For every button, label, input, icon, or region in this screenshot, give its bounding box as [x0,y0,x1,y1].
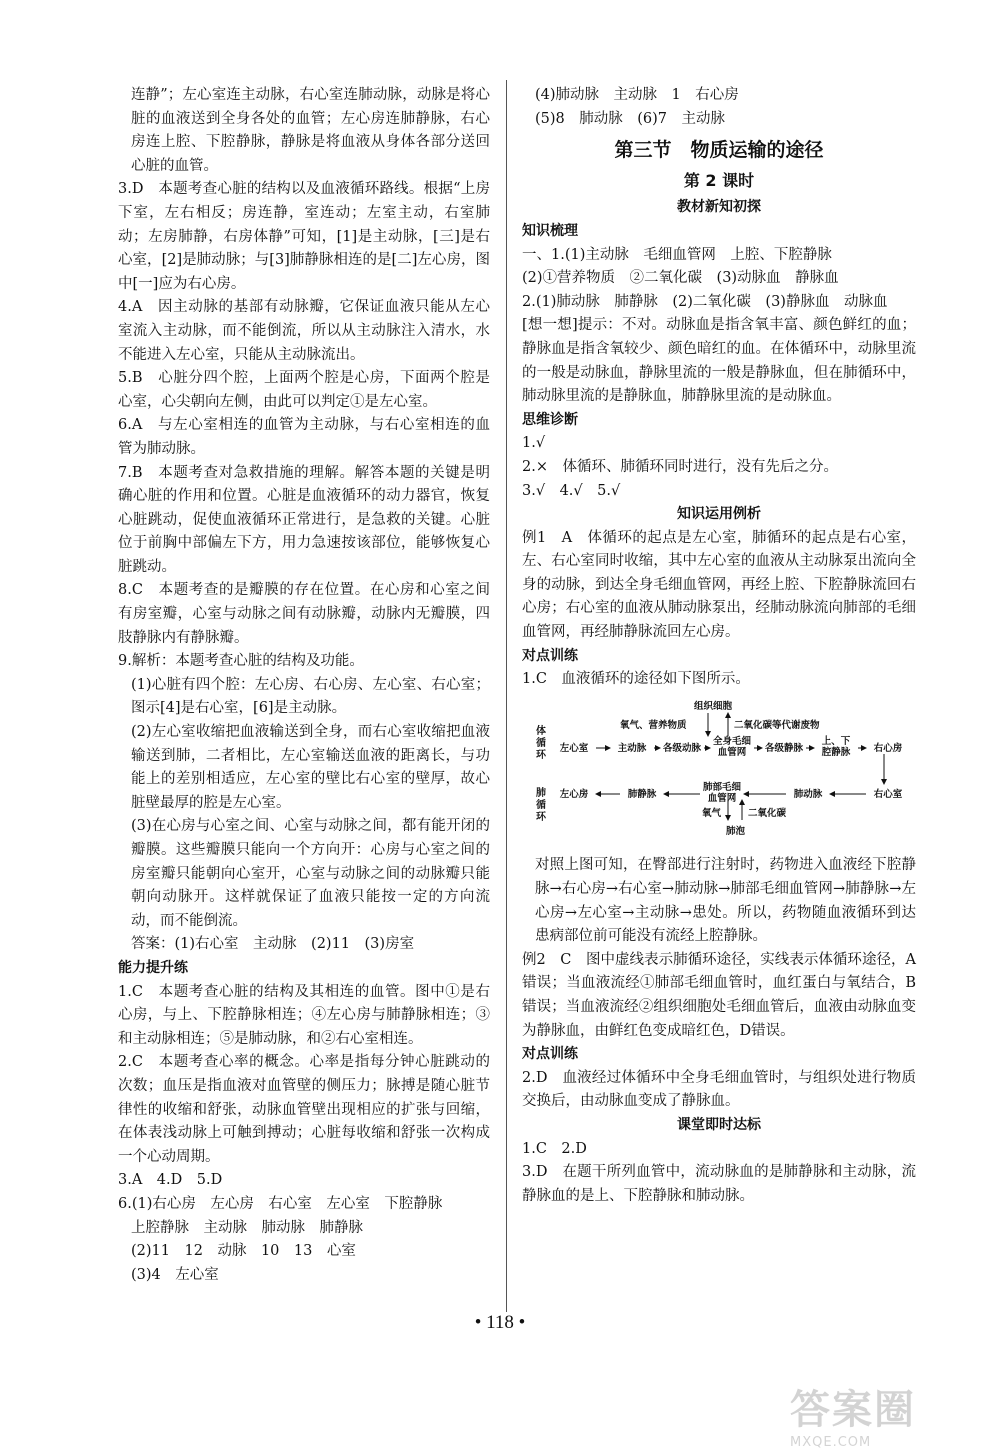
right-mid-paragraph: 一、1.(1)主动脉 毛细血管网 上腔、下腔静脉 [522,246,832,263]
tissue-cells-label: 组织细胞 [694,700,733,712]
right-bottom-paragraph: 对照上图可知，在臀部进行注射时，药物进入血液经下腔静脉→右心房→右心室→肺动脉→肺部毛细血管网→肺静脉→左心房→左心室→主动脉→患处。所以，药物随血液循环到达患病部位前可能没有流经上腔静脉。 [535,857,916,945]
pulmonary-node: 肺部毛细血管网 [702,781,742,804]
alveoli-label: 肺泡 [726,825,746,837]
left-column-paragraph: (1)心脏有四个腔：左心房、右心房、左心室、右心室；图示[4]是右心室，[6]是主动脉。 [131,676,490,717]
right-mid-paragraph: 1.√ [522,435,546,452]
left-column-paragraph: 5.B 心脏分四个腔，上面两个腔是心房，下面两个腔是心室，心尖朝向左侧，由此可以判定①是左心室。 [118,370,490,410]
pulmonary-node: 左心房 [559,788,589,800]
watermark-logo [790,1378,990,1450]
right-top-paragraph: (5)8 肺动脉 (6)7 主动脉 [535,110,726,127]
left-column-paragraph: (3)4 左心室 [131,1266,219,1283]
waste-label: 二氧化碳等代谢废物 [734,719,820,731]
section-title: 第三节 物质运输的途径 [614,139,824,162]
right-mid-paragraph: 知识梳理 [522,222,578,239]
pulmonary-node: 右心室 [873,788,903,800]
right-bottom-content [522,854,916,1208]
left-column-paragraph: 上腔静脉 主动脉 肺动脉 肺静脉 [131,1219,363,1236]
left-column-paragraph: 6.(1)右心房 左心房 右心室 左心室 下腔静脉 [118,1195,443,1212]
left-column [118,84,490,1287]
pulmonary-node: 肺动脉 [793,788,823,800]
right-mid-paragraph: 思维诊断 [522,411,578,428]
systemic-node: 全身毛细血管网 [712,735,752,758]
systemic-node: 各级静脉 [764,742,804,754]
right-mid-paragraph: 教材新知初探 [677,199,761,216]
right-bottom-paragraph: 对点训练 [522,1046,578,1063]
right-bottom-paragraph: 3.D 在题干所列血管中，流动脉血的是肺静脉和主动脉，流静脉血的是上、下腔静脉和肺动脉。 [522,1164,916,1204]
right-bottom-paragraph: 2.D 血液经过体循环中全身毛细血管时，与组织处进行物质交换后，由动脉血变成了静脉血。 [522,1069,916,1110]
systemic-node: 右心房 [873,742,903,754]
right-mid-paragraph: 知识运用例析 [677,506,761,523]
left-column-paragraph: (2)左心室收缩把血液输送到全身，而右心室收缩把血液输送到肺，二者相比，左心室输送血液的距离长，与功能上的差别相适应，左心室的壁比右心室的壁厚，故心脏壁最厚的腔是左心室。 [131,724,490,811]
right-column [522,84,916,1208]
lesson-title: 第 2 课时 [683,170,755,190]
right-mid-paragraph: 例1 A 体循环的起点是左心室，肺循环的起点是右心室，左、右心室同时收缩，其中左心室的血液从主动脉泵出流向全身的动脉，到达全身毛细血管网，再经上腔、下腔静脉流回右心房；右心室的血液从肺动脉泵出，经肺动脉流向肺部的毛细血管网，再经肺静脉流回左心房。 [522,529,916,641]
left-column-paragraph: 6.A 与左心室相连的血管为主动脉，与右心室相连的血管为肺动脉。 [118,417,490,457]
systemic-node: 主动脉 [617,742,647,754]
left-column-paragraph: 能力提升练 [118,959,188,976]
right-mid-content [522,196,916,691]
right-bottom-paragraph: 课堂即时达标 [677,1116,761,1133]
left-column-paragraph: 1.C 本题考查心脏的结构及其相连的血管。图中①是右心房，与上、下腔静脉相连；④左心房与肺静脉相连；③和主动脉相连；⑤是肺动脉，和②右心室相连。 [118,983,490,1047]
left-column-paragraph: 9.解析：本题考查心脏的结构及功能。 [118,653,364,670]
right-mid-paragraph: 3.√ 4.√ 5.√ [522,482,621,499]
pulmonary-circulation-label: 肺循环 [536,787,546,823]
left-column-paragraph: (2)11 12 动脉 10 13 心室 [131,1243,356,1260]
right-mid-paragraph: [想一想]提示：不对。动脉血是指含氧丰富、颜色鲜红的血；静脉血是指含氧较少、颜色暗红的血。在体循环中，动脉里流的一般是动脉血，静脉里流的一般是静脉血，但在肺循环中，肺动脉里流的是静脉血，肺静脉里流的是动脉血。 [522,317,916,405]
systemic-node: 各级动脉 [662,742,702,754]
co2-label: 二氧化碳 [748,807,787,819]
right-bottom-paragraph: 例2 C 图中虚线表示肺循环途径，实线表示体循环途径，A错误；当血液流经①肺部毛细血管时，血红蛋白与氧结合，B错误；当血液流经②组织细胞处毛细血管后，血液由动脉血变为静脉血，由鲜红色变成暗红色，D错误。 [522,951,916,1039]
left-column-paragraph: 4.A 因主动脉的基部有动脉瓣，它保证血液只能从左心室流入主动脉，而不能倒流，所以从主动脉注入清水，水不能进入左心室，只能从主动脉流出。 [118,299,490,363]
left-column-paragraph: (3)在心房与心室之间、心室与动脉之间，都有能开闭的瓣膜。这些瓣膜只能向一个方向开：心房与心室之间的房室瓣只能朝向心室开，心室与动脉之间的动脉瓣只能朝向动脉开。这样就保证了血液只能按一定的方向流动，而不能倒流。 [131,818,490,929]
left-column-paragraph: 8.C 本题考查的是瓣膜的存在位置。在心房和心室之间有房室瓣，心室与动脉之间有动脉瓣，动脉内无瓣膜，四肢静脉内有静脉瓣。 [118,582,490,646]
left-column-paragraph: 7.B 本题考查对急救措施的理解。解答本题的关键是明确心脏的作用和位置。心脏是血液循环的动力器官，恢复心脏跳动，促使血液循环正常进行，是急救的关键。心脏位于前胸中部偏左下方，用力急速按该部位，能够恢复心脏跳动。 [118,464,490,575]
left-column-paragraph: 3.D 本题考查心脏的结构以及血液循环路线。根据“上房下室，左右相反；房连静，室连动；左室主动，右室肺动；左房肺静，右房体静”可知，[1]是主动脉，[三]是右心室，[2]是肺动脉；与[3]肺静脉相连的是[二]左心房，图中[一]应为右心房。 [118,181,490,292]
right-bottom-paragraph: 1.C 2.D [522,1140,587,1157]
watermark-url: MXQE.COM [790,1435,872,1450]
nutrients-label: 氧气、营养物质 [620,719,687,731]
right-mid-paragraph: 1.C 血液循环的途径如下图所示。 [522,671,750,688]
page-number: • 118 • [474,1312,526,1333]
left-column-paragraph: 3.A 4.D 5.D [118,1172,223,1189]
systemic-node: 左心室 [559,742,589,754]
right-mid-paragraph: 对点训练 [522,647,578,664]
right-top-paragraph: (4)肺动脉 主动脉 1 右心房 [535,87,739,103]
right-top-answers [522,84,916,131]
column-divider [506,80,507,1312]
watermark-text: 答案圈 [790,1387,916,1433]
right-mid-paragraph: 2.(1)肺动脉 肺静脉 (2)二氧化碳 (3)静脉血 动脉血 [522,293,888,310]
right-mid-paragraph: (2)①营养物质 ②二氧化碳 (3)动脉血 静脉血 [522,270,839,287]
systemic-node: 上、下腔静脉 [821,735,851,758]
oxygen-label: 氧气 [702,807,722,819]
left-column-paragraph: 2.C 本题考查心率的概念。心率是指每分钟心脏跳动的次数；血压是指血液对血管壁的侧压力；脉搏是随心脏节律性的收缩和舒张，动脉血管壁出现相应的扩张与回缩，在体表浅动脉上可触到搏动；心脏每收缩和舒张一次构成一个心动周期。 [118,1054,490,1165]
systemic-circulation-label: 体循环 [536,725,546,761]
left-column-paragraph: 答案：(1)右心室 主动脉 (2)11 (3)房室 [131,936,415,953]
left-column-paragraph: 连静”；左心室连主动脉，右心室连肺动脉，动脉是将心脏的血液送到全身各处的血管；左心房连肺静脉，右心房连上腔、下腔静脉，静脉是将血液从身体各部分送回心脏的血管。 [131,87,490,174]
blood-circulation-diagram [522,698,916,840]
pulmonary-node: 肺静脉 [627,788,657,800]
right-mid-paragraph: 2.× 体循环、肺循环同时进行，没有先后之分。 [522,458,838,475]
